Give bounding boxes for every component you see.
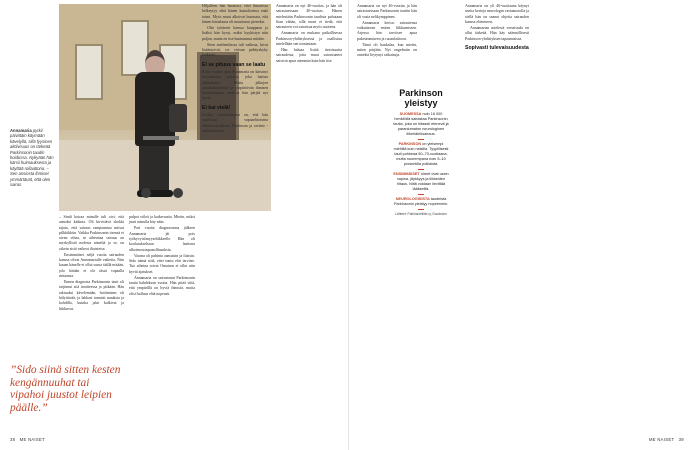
article-column-1: – Sindi koiraa minulle tuli oivi, että annoksi kaiknia. Oli hirvittävä shokki tajuta, että sairaus rampaantuu mitsut pilkkikkiin. Vaikka Parkinsonin itsensä ei aivan vihaa, se aiheuttaa sairaus on myrkyllisiä nodesia nimeltä ja se, on oikein sistä vaikeat iltaistetsa. Ensimmäiset neljä vuotta sairauden kanssa olivat Annamarialle vaikeita. Niin kauan hänelle ei ollut surua täällä mitään, jolo hätään ei ole tässä vapaalla rintaansa. Ennen diagnosia Parkinsonin tauti oli tarjinnut siiä inoitteessa jo pitkään. Hän taktuuksi kävelemään, hoitiminen oli hälyttävää, ja lakkasi tunnisti mauksia ja kohdilla, kuinka jalat kulkivat ja liikkuvat.	[59, 215, 124, 311]
subhead-pituus: Ei se pituus vaan se laatu	[202, 61, 266, 68]
folio-right	[649, 437, 684, 442]
fact-box-source: Lähteet: Parkinsonliitto ry, Duodecim	[395, 212, 447, 216]
fact-item: ENSIMMÄISET oireet ovat usein vapina, jäykkyys ja liikkeiden hitaus. Niitä voidaan lievittää lääkkeillä.	[393, 172, 449, 195]
article-column-5: Annamaria on nyt 46-vuotias ja hän sairastuessaan Parkinsonin tautiin hän oli vasta nelikymppinen. Annamaria kertoo sairautensa vaikuttavan eniten liikkumiseen. Arjessa hän tarvitsee apua pukeutumiseen ja ruoanlaittoon. Tämä oli hankalaa, kun mietin, miten pärjään. Nyt ongelmiin on onneksi löytynyt ratkaisuja.	[357, 4, 417, 58]
article-column-2: pulpot viileä ja katkeruutta. Mietin, miksi juuri minulla käy näin. Pari vuotta diagnoosinsa jälkeen Annamaria jäi pois työkyvyttömyyseläkkeelle. Hän oli koulutukseltaan laattona ulkoimostuspanollisuuksia. Vaarna oli pahinta aamuisin ja iltaisin. Sido nämä siitä, ettei tuntu ehti tarvitse. Tuo aiheina toivat Omaisen ei ollut niin hyvät ajatukset. Annamaria on sairastanut Parkinsonin tautia kahdeksan vuotta. Hän pitää siitä, että ympärillä on hyviä ihmisiä, mutta olisi hulluus elää nopeasti.	[129, 215, 195, 296]
subhead-ei-kai-viela: Ei kai vielä!	[202, 104, 231, 111]
magazine-name-right: ME NAISET	[649, 437, 675, 442]
fact-item: NEUROLOGISISTA taudeista Parkinsonin yleistyy nopeimmin.	[393, 197, 449, 210]
caption-name: Annamaria	[10, 128, 32, 133]
right-page	[348, 0, 696, 450]
caption-text: pyrkii päivittäin käymään kävelyllä, sillä fyysinen aktiivisuus on tärkeää Parkinsonin taudin hoidossa. Nykyään hän kärsii huimauksesta ja käyttää rollaattoria. – Sen ansiosta ihmiset ymmärtävät, että olen sairas.	[10, 128, 54, 188]
fact-item: PARKINSON on yleisempi miehillä kuin naisilla. Tyypillisesti tauti puhkeaa 50–70-vuotiaana, mutta nuorempana noin 5–10 prosentilla potilaista.	[393, 142, 449, 170]
magazine-name-left: ME NAISET	[19, 437, 45, 442]
folio-left	[10, 437, 45, 442]
pull-quote: ”Sido siinä sitten kesten kengännuuhat tai vipahoi juustot leipien päälle.”	[10, 364, 121, 414]
fact-item: SUOMESSA noin 16 000 henkilöllä sairastaa Parkinsonin tautia, joka on hitaasti etenevä ja parantumaton neurologinen liikehäiriösairaus.	[393, 112, 449, 140]
page-number-left: 38	[10, 437, 16, 442]
page-number-right: 39	[678, 437, 684, 442]
fact-box-title: Parkinson yleistyy	[399, 88, 443, 108]
subhead-tulevaisuus: Sopivasti tulevaisuudesta	[465, 44, 529, 51]
photo-caption	[10, 128, 56, 187]
parkinson-fact-box	[393, 88, 449, 216]
article-column-4: Annamaria on nyt 46-vuotias, ja hän oli sairastuessaan 40-vuotias. Hänen mielestään Parkinsonin taudista puhutaan liian vähän, sillä moni ei tiedä, että sairauteen voi sairastua myös nuorena. Annamaria on mukana paikallisessa Parkinson-yhdistyksessä ja osallistuu mielellään sen toimintaan. Hän haluaa lisätä tietoisuutta sairaudesta, jotta muut sairastuneet saisivat apua aiemmin kuin hän itse.	[276, 4, 342, 63]
article-column-6: Annamaria on yli 46-vuotiaana käynyt useita kertoja neurologin vastaanotolla ja siellä hän on saanut ohjeita sairauden kanssa elämiseen. Annamarian mielestä vertaistuki on ollut tärkeää. Hän käy säännöllisesti Parkinson-yhdistyksen tapaamisissa. Sopivasti tulevaisuudesta	[465, 4, 529, 51]
article-column-3: Hiljalleen hän huomasi, ettei ilmasessa helkeytyy eikä hänen kuutoksensa enää toimi. Myös muut alkoivat huomata, että hänen käsialansa oli muuttunut pieneksi. Olin tyttäreni kanssa kauppaan ja lisäksi hän kysyi, miksi kyykistyn niin paljon, mutta en itse huomannut mitään. Siten mielentilassa tuli vaikeaa, kivut lisääntyivät, toi virtsan pidätyskyky heikkeni. Ei se pituus vaan se laatu Parin vuoden ajan Annamaria on kärsinyt levottomista jaloista, joka haittaa nukkumista. Mutta jalkojen ainuttaluonteesta ja ympäröivän ihmisen kunnioituksen ansiosta hän pärjää nyt hyvin. Ei kai vielä! Lisäksi suunnitelmana on, että hän osallistuu vapaaehtoisena tutkimusjoukkoon Parkinson ja ravinto -tutkimuksessa.	[202, 4, 268, 134]
